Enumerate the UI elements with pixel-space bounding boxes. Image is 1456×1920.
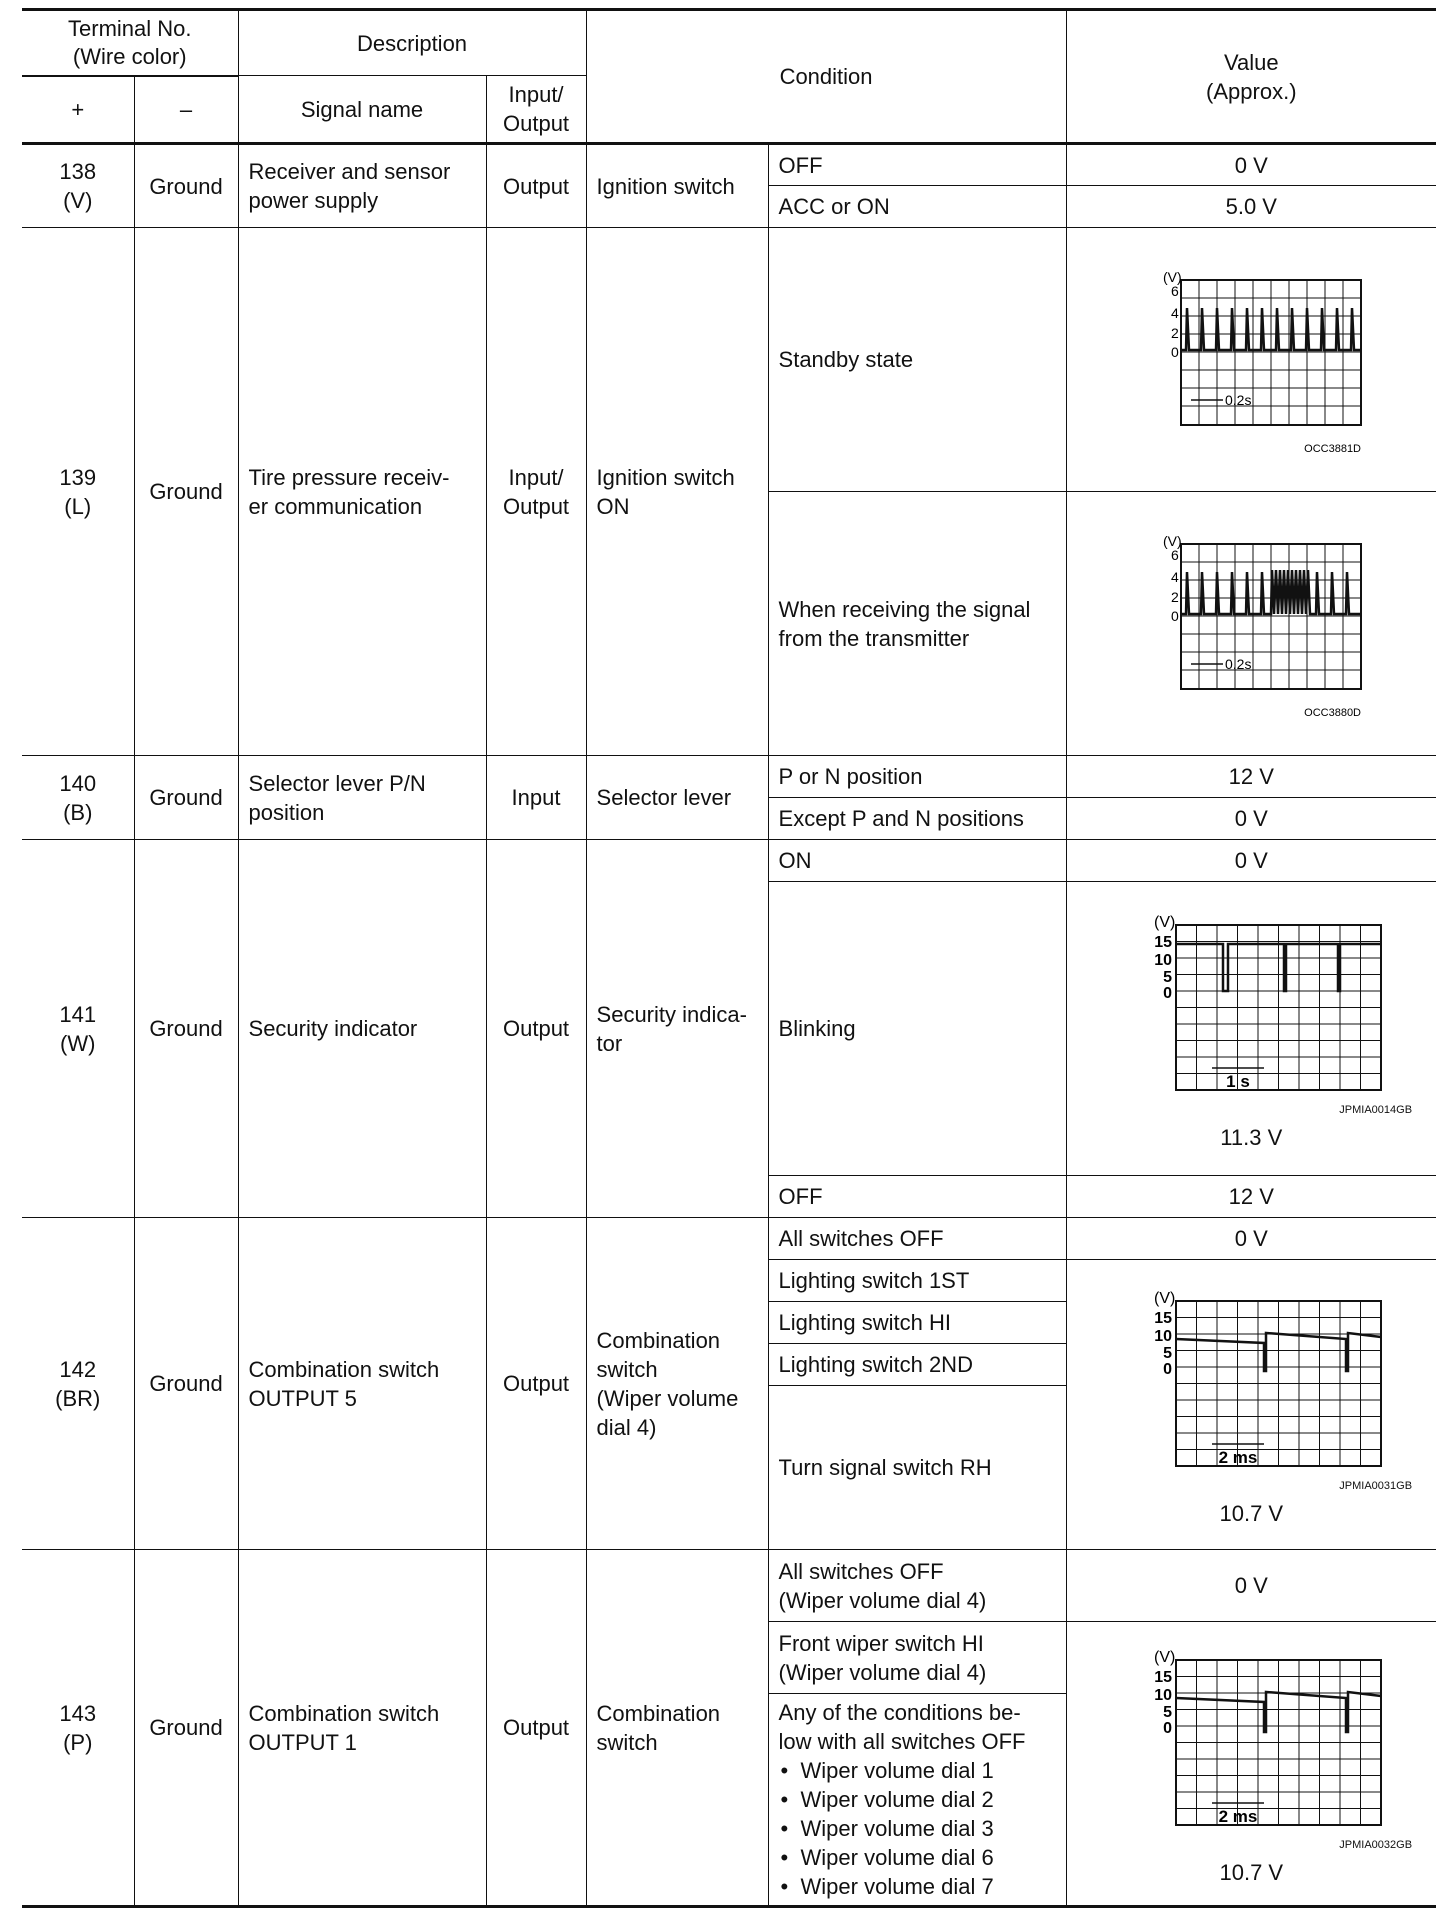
signal-142: Combination switch OUTPUT 5 bbox=[238, 1218, 486, 1550]
ground-140: Ground bbox=[134, 756, 238, 840]
scope-grid bbox=[1176, 1301, 1381, 1466]
condition-142: Combination switch (Wiper volume dial 4) bbox=[586, 1218, 768, 1550]
io-140: Input bbox=[486, 756, 586, 840]
scope-141-blinking bbox=[1106, 905, 1396, 1105]
list-item: • Wiper volume dial 1 bbox=[801, 1756, 1056, 1785]
scope-trace bbox=[1181, 570, 1361, 614]
value-138-off: 0 V bbox=[1066, 144, 1436, 186]
scope-ytick: 5 bbox=[1163, 1704, 1173, 1721]
list-item: • Wiper volume dial 3 bbox=[801, 1814, 1056, 1843]
header-description: Description bbox=[238, 10, 586, 76]
condition-143-any bbox=[768, 1694, 1066, 1907]
value-143-all-off: 0 V bbox=[1066, 1550, 1436, 1622]
scope-scale: 2 ms bbox=[1218, 1448, 1258, 1467]
condition-142-hi: Lighting switch HI bbox=[768, 1302, 1066, 1344]
scope-unit: (V) bbox=[1154, 1649, 1176, 1666]
list-item: • Wiper volume dial 6 bbox=[801, 1843, 1056, 1872]
condition-140-pn: P or N position bbox=[768, 756, 1066, 798]
condition-143-any-text: Any of the conditions be- low with all switches OFF bbox=[778, 1700, 1026, 1754]
scope-ytick: 6 bbox=[1171, 546, 1180, 563]
condition-138: Ignition switch bbox=[586, 144, 768, 228]
scope-unit: (V) bbox=[1163, 532, 1182, 549]
scope-142 bbox=[1106, 1281, 1396, 1481]
header-terminal: Terminal No. (Wire color) bbox=[22, 10, 238, 76]
value-140-except: 0 V bbox=[1066, 798, 1436, 840]
figure-code: JPMIA0032GB bbox=[1339, 1839, 1413, 1851]
signal-139: Tire pressure receiv- er communication bbox=[238, 228, 486, 756]
scope-ytick: 0 bbox=[1171, 343, 1180, 360]
scope-scale: 0.2s bbox=[1225, 391, 1252, 408]
value-139-receiving bbox=[1066, 492, 1436, 756]
terminal-139: 139 (L) bbox=[22, 228, 134, 756]
header-input-output: Input/ Output bbox=[486, 76, 586, 144]
ground-142: Ground bbox=[134, 1218, 238, 1550]
condition-141-on: ON bbox=[768, 840, 1066, 882]
scope-ytick: 0 bbox=[1163, 1361, 1173, 1378]
header-value: Value (Approx.) bbox=[1066, 10, 1436, 144]
value-143-scope bbox=[1066, 1622, 1436, 1907]
value-142-all-off: 0 V bbox=[1066, 1218, 1436, 1260]
condition-139-standby: Standby state bbox=[768, 228, 1066, 492]
scope-ytick: 4 bbox=[1171, 304, 1180, 321]
figure-code: JPMIA0031GB bbox=[1339, 1480, 1413, 1492]
scope-ytick: 0 bbox=[1163, 985, 1173, 1002]
condition-138-acc: ACC or ON bbox=[768, 186, 1066, 228]
scope-ytick: 15 bbox=[1154, 934, 1173, 951]
scope-ytick: 2 bbox=[1171, 588, 1180, 605]
scope-unit: (V) bbox=[1163, 268, 1182, 285]
signal-140: Selector lever P/N position bbox=[238, 756, 486, 840]
condition-139: Ignition switch ON bbox=[586, 228, 768, 756]
scope-grid bbox=[1176, 1660, 1381, 1825]
header-minus: – bbox=[134, 77, 238, 144]
scope-ytick: 0 bbox=[1163, 1720, 1173, 1737]
terminal-142: 142 (BR) bbox=[22, 1218, 134, 1550]
condition-143: Combination switch bbox=[586, 1550, 768, 1907]
value-141-off: 12 V bbox=[1066, 1176, 1436, 1218]
io-141: Output bbox=[486, 840, 586, 1218]
scope-ytick: 5 bbox=[1163, 969, 1173, 986]
scope-ytick: 4 bbox=[1171, 568, 1180, 585]
scope-scale: 2 ms bbox=[1218, 1807, 1258, 1826]
scope-grid bbox=[1181, 544, 1361, 689]
list-item: • Wiper volume dial 2 bbox=[801, 1785, 1056, 1814]
value-141-on: 0 V bbox=[1066, 840, 1436, 882]
terminal-141: 141 (W) bbox=[22, 840, 134, 1218]
figure-code: OCC3881D bbox=[1304, 442, 1362, 455]
condition-143-front-wiper-hi: Front wiper switch HI (Wiper volume dial 4) bbox=[768, 1622, 1066, 1694]
scope-unit: (V) bbox=[1154, 914, 1176, 931]
ground-139: Ground bbox=[134, 228, 238, 756]
condition-143-all-off: All switches OFF (Wiper volume dial 4) bbox=[768, 1550, 1066, 1622]
signal-138: Receiver and sensor power supply bbox=[238, 144, 486, 228]
header-condition: Condition bbox=[586, 10, 1066, 144]
condition-141: Security indica- tor bbox=[586, 840, 768, 1218]
condition-141-blinking: Blinking bbox=[768, 882, 1066, 1176]
scope-unit: (V) bbox=[1154, 1290, 1176, 1307]
scope-ytick: 10 bbox=[1154, 1687, 1173, 1704]
terminal-table-page bbox=[22, 8, 1436, 1908]
scope-ytick: 10 bbox=[1154, 952, 1173, 969]
scope-ytick: 2 bbox=[1171, 324, 1180, 341]
terminal-140: 140 (B) bbox=[22, 756, 134, 840]
io-139: Input/ Output bbox=[486, 228, 586, 756]
terminal-143: 143 (P) bbox=[22, 1550, 134, 1907]
condition-142-2nd: Lighting switch 2ND bbox=[768, 1344, 1066, 1386]
condition-142-all-off: All switches OFF bbox=[768, 1218, 1066, 1260]
header-signal-name: Signal name bbox=[238, 76, 486, 144]
list-item: • Wiper volume dial 7 bbox=[801, 1872, 1056, 1901]
condition-142-turn-rh: Turn signal switch RH bbox=[768, 1386, 1066, 1550]
value-143-voltage: 10.7 V bbox=[1219, 1860, 1284, 1885]
value-141-blinking-voltage: 11.3 V bbox=[1220, 1125, 1283, 1150]
condition-140: Selector lever bbox=[586, 756, 768, 840]
scope-ytick: 6 bbox=[1171, 282, 1180, 299]
scope-139-standby bbox=[1111, 260, 1391, 460]
ground-141: Ground bbox=[134, 840, 238, 1218]
condition-140-except: Except P and N positions bbox=[768, 798, 1066, 840]
figure-code: OCC3880D bbox=[1304, 706, 1362, 719]
value-139-standby bbox=[1066, 228, 1436, 492]
io-143: Output bbox=[486, 1550, 586, 1907]
figure-code: JPMIA0014GB bbox=[1339, 1104, 1413, 1116]
scope-ytick: 10 bbox=[1154, 1328, 1173, 1345]
value-140-pn: 12 V bbox=[1066, 756, 1436, 798]
scope-ytick: 0 bbox=[1171, 607, 1180, 624]
value-138-acc: 5.0 V bbox=[1066, 186, 1436, 228]
scope-139-receiving bbox=[1111, 524, 1391, 724]
signal-143: Combination switch OUTPUT 1 bbox=[238, 1550, 486, 1907]
wiper-dial-list bbox=[779, 1756, 1056, 1901]
io-138: Output bbox=[486, 144, 586, 228]
scope-ytick: 15 bbox=[1154, 1669, 1173, 1686]
value-142-voltage: 10.7 V bbox=[1219, 1501, 1284, 1526]
scope-143 bbox=[1106, 1640, 1396, 1840]
value-142-scope bbox=[1066, 1260, 1436, 1550]
ground-143: Ground bbox=[134, 1550, 238, 1907]
scope-scale: 0.2s bbox=[1225, 655, 1252, 672]
scope-ytick: 15 bbox=[1154, 1310, 1173, 1327]
scope-grid bbox=[1176, 925, 1381, 1090]
terminal-table bbox=[22, 8, 1436, 1908]
io-142: Output bbox=[486, 1218, 586, 1550]
condition-142-1st: Lighting switch 1ST bbox=[768, 1260, 1066, 1302]
signal-141: Security indicator bbox=[238, 840, 486, 1218]
condition-139-receiving: When receiving the signal from the transmitter bbox=[768, 492, 1066, 756]
terminal-138: 138 (V) bbox=[22, 144, 134, 228]
header-plus: + bbox=[22, 77, 134, 144]
scope-grid bbox=[1181, 280, 1361, 425]
condition-141-off: OFF bbox=[768, 1176, 1066, 1218]
ground-138: Ground bbox=[134, 144, 238, 228]
value-141-blinking bbox=[1066, 882, 1436, 1176]
scope-ytick: 5 bbox=[1163, 1345, 1173, 1362]
scope-scale: 1 s bbox=[1226, 1072, 1251, 1091]
condition-138-off: OFF bbox=[768, 144, 1066, 186]
